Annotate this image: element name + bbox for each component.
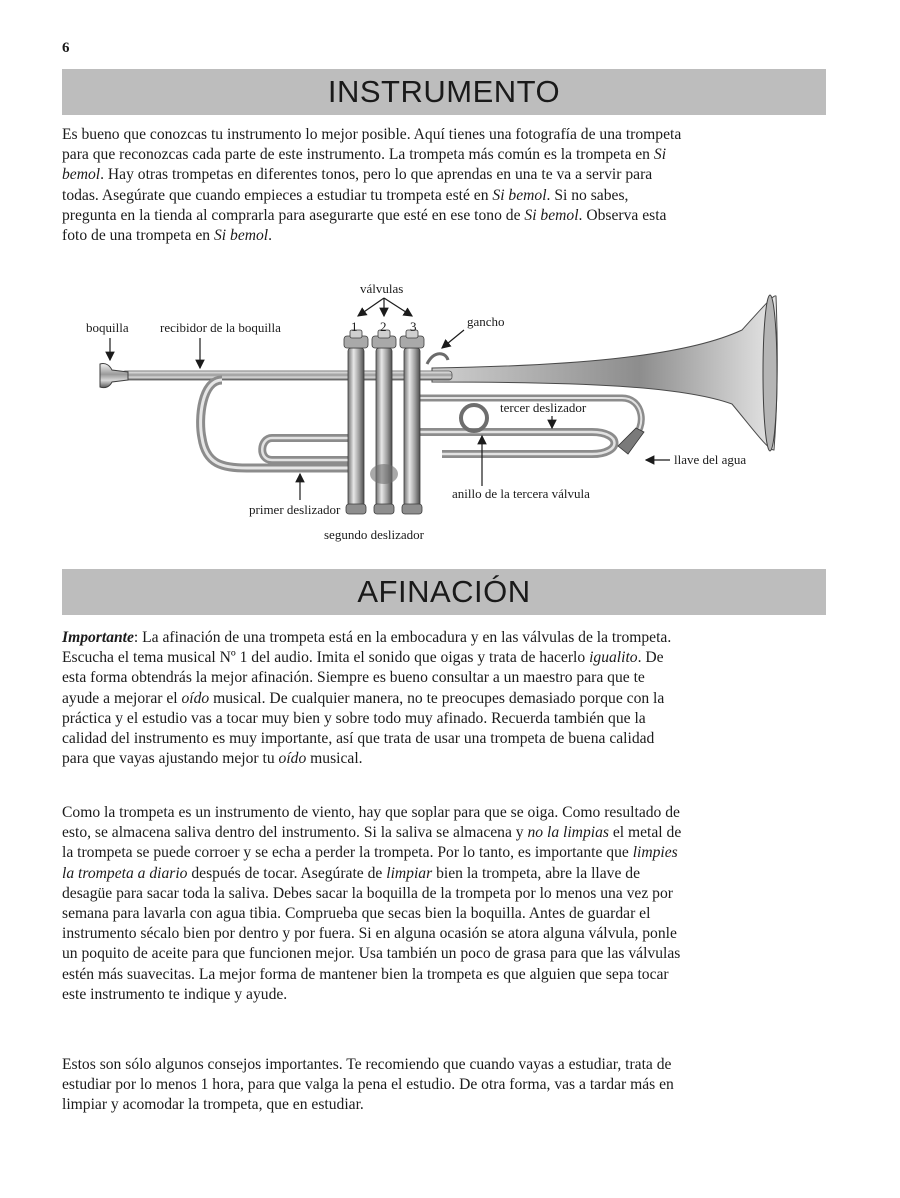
text-run: : La afinación de una trompeta está en la embocadura y en las válvulas de la trompeta. Escucha el tema musical Nº 1 del audio. Imita el sonido que oigas y trata de hacerlo xyxy=(62,629,672,667)
label-valve-1: 1 xyxy=(351,319,358,334)
label-segundo-deslizador: segundo deslizador xyxy=(324,527,425,542)
finger-hook xyxy=(427,354,448,364)
section-title-afinacion: AFINACIÓN xyxy=(62,569,826,615)
text-run: Estos son sólo algunos consejos importantes. Te recomiendo que cuando vayas a estudiar, trata de estudiar por lo menos 1 hora, para que valga la pena el estudio. De otra forma, vas a tardar más en limpiar y acomodar la trompeta, que en estudiar. xyxy=(62,1056,674,1114)
intro-paragraph xyxy=(62,125,682,246)
label-llave-del-agua: llave del agua xyxy=(674,452,747,467)
label-boquilla: boquilla xyxy=(86,320,129,335)
text-run: después de tocar. Asegúrate de xyxy=(187,864,387,882)
cleaning-paragraph xyxy=(62,803,682,1005)
text-run: bien la trompeta, abre la llave de desagüe para sacar toda la saliva. Debes sacar la boquilla de la trompeta por lo menos una vez por semana para lavarla con agua tibia. Comprueba que secas bien la boquilla. Antes de guardar el instrumento sécalo bien por dentro y por fuera. Si en alguna ocasión se atora alguna válvula, ponle un poquito de aceite para que funcionen mejor. Usa también un poco de grasa para que las válvulas estén más suavecitas. La mejor forma de mantener bien la trompeta es que alguien que sepa tocar este instrumento te indique y ayude. xyxy=(62,864,681,1003)
page-number: 6 xyxy=(62,40,70,56)
text-run: el metal de la trompeta se puede corroer y se echa a perder la trompeta. Por lo tanto, es importante que xyxy=(62,824,682,862)
text-run: Es bueno que conozcas tu instrumento lo mejor posible. Aquí tienes una fotografía de una trompeta para que reconozcas cada parte de este instrumento. La trompeta más común es la trompeta en xyxy=(62,126,682,164)
label-recibidor: recibidor de la boquilla xyxy=(160,320,281,335)
mouthpiece xyxy=(100,363,128,387)
label-valvulas: válvulas xyxy=(360,281,404,296)
label-gancho: gancho xyxy=(467,314,505,329)
text-run: no la limpias xyxy=(527,824,609,842)
water-key xyxy=(618,428,644,454)
main-slide xyxy=(201,380,362,468)
text-run: Si bemol xyxy=(524,206,579,224)
text-run: . xyxy=(268,227,273,245)
text-run: Si bemol xyxy=(214,227,269,245)
text-run: . De esta forma obtendrás la mejor afinación. Siempre es bueno consultar a un maestro para que te ayude a mejorar el xyxy=(62,649,664,707)
advice-paragraph xyxy=(62,1055,682,1116)
text-run: Importante xyxy=(62,629,134,646)
label-primer-deslizador: primer deslizador xyxy=(249,502,341,517)
tuning-paragraph xyxy=(62,628,682,769)
lead-pipe xyxy=(122,371,452,380)
third-valve-ring xyxy=(461,405,487,431)
text-run: oído xyxy=(181,689,210,707)
text-run: . Observa esta foto de una trompeta en xyxy=(62,206,667,245)
text-run: igualito xyxy=(589,649,638,667)
text-run: . Hay otras trompetas en diferentes tonos, pero lo que aprendas en una te va a servir para todas. Asegúrate que cuando empieces a estudiar tu trompeta esté en xyxy=(62,166,653,204)
label-tercer-deslizador: tercer deslizador xyxy=(500,400,587,415)
text-run: . Si no sabes, pregunta en la tienda al comprarla para asegurarte que esté en ese tono de xyxy=(62,186,629,224)
third-slide xyxy=(414,432,615,454)
text-run: limpiar xyxy=(386,864,433,882)
first-slide xyxy=(262,438,352,460)
text-run: Si bemol xyxy=(492,186,547,204)
text-run: musical. xyxy=(306,750,363,768)
section-title-instrumento: INSTRUMENTO xyxy=(62,69,826,115)
valve-block xyxy=(344,330,424,514)
label-anillo: anillo de la tercera válvula xyxy=(452,486,590,501)
label-valve-2: 2 xyxy=(380,319,387,334)
trumpet-diagram xyxy=(62,278,782,550)
text-run: oído xyxy=(278,750,307,768)
label-valve-3: 3 xyxy=(410,319,417,334)
text-run: Si bemol xyxy=(62,146,667,184)
text-run: musical. De cualquier manera, no te preocupes demasiado porque con la práctica y el estudio vas a tocar muy bien y sobre todo muy afinado. Recuerda también que la calidad del instrumento es muy importante, así que trata de usar una trompeta de buena calidad para que vayas ajustando mejor tu xyxy=(62,689,665,768)
text-run: limpies la trompeta a diario xyxy=(62,844,678,882)
text-run: Como la trompeta es un instrumento de viento, hay que soplar para que se oiga. Como resultado de esto, se almacena saliva dentro del instrumento. Si la saliva se almacena y xyxy=(62,804,680,842)
